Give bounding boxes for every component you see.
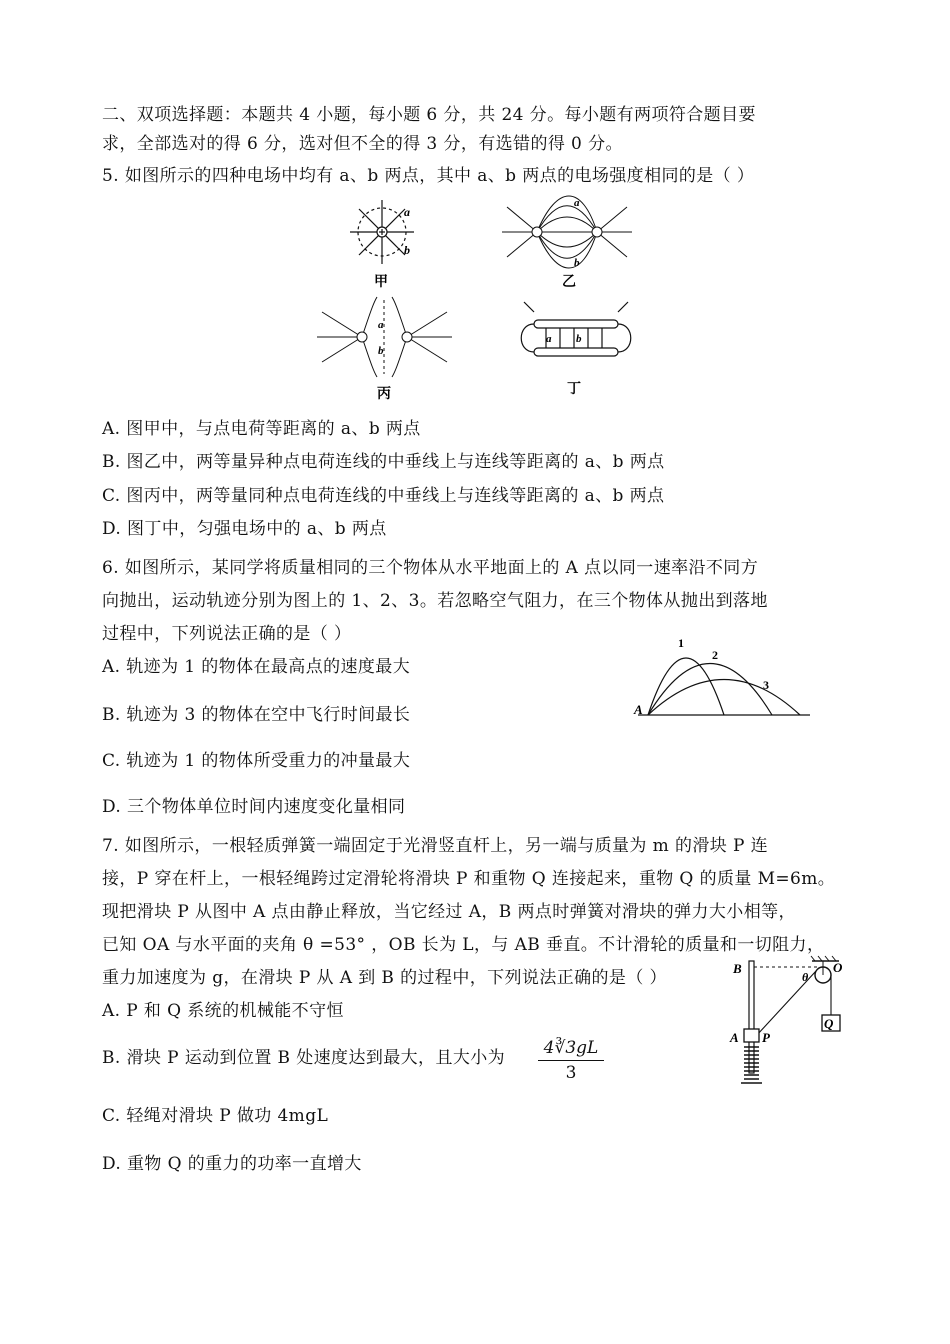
q6-label-3: 3 (763, 678, 769, 692)
fraction-denominator: 3 (565, 1063, 577, 1083)
q5-label-a3: a (378, 319, 384, 331)
q6-label-1: 1 (678, 636, 684, 650)
q7-option-a: A. P 和 Q 系统的机械能不守恒 (102, 1001, 344, 1021)
q6-stem-line3: 过程中，下列说法正确的是（ ） (102, 624, 352, 644)
q7-option-b-fraction (538, 1038, 604, 1083)
q6-trajectory-figure (628, 634, 818, 726)
q6-stem-line2: 向抛出，运动轨迹分别为图上的 1、2、3。若忽略空气阻力，在三个物体从抛出到落地 (102, 591, 768, 611)
figure-ding-label: 丁 (567, 382, 581, 397)
figure-jia-label: 甲 (374, 275, 388, 290)
q5-label-b3: b (378, 345, 384, 357)
q7-label-P: P (762, 1030, 770, 1045)
q7-option-c: C. 轻绳对滑块 P 做功 4mgL (102, 1106, 329, 1126)
q5-option-a: A. 图甲中，与点电荷等距离的 a、b 两点 (102, 419, 421, 439)
q5-field-figures (312, 192, 642, 402)
q7-pulley-figure (727, 955, 852, 1091)
q6-option-b: B. 轨迹为 3 的物体在空中飞行时间最长 (102, 705, 411, 725)
section-title-line1: 二、双项选择题：本题共 4 小题，每小题 6 分，共 24 分。每小题有两项符合题目要 (102, 105, 756, 125)
q7-label-Q: Q (824, 1016, 834, 1031)
section-title-line2: 求，全部选对的得 6 分，选对但不全的得 3 分，有选错的得 0 分。 (102, 134, 623, 154)
q5-option-b: B. 图乙中，两等量异种点电荷连线的中垂线上与连线等距离的 a、b 两点 (102, 452, 665, 472)
q7-label-O: O (833, 960, 843, 975)
fraction-numerator: 4∛3gL (538, 1038, 604, 1061)
figure-yi (502, 196, 632, 268)
q7-option-d: D. 重物 Q 的重力的功率一直增大 (102, 1154, 362, 1174)
q6-option-d: D. 三个物体单位时间内速度变化量相同 (102, 797, 406, 817)
q7-label-B: B (733, 961, 742, 976)
q5-label-b2: b (574, 257, 580, 269)
q6-stem-line1: 6. 如图所示，某同学将质量相同的三个物体从水平地面上的 A 点以同一速率沿不同方 (102, 558, 759, 578)
q5-option-d: D. 图丁中，匀强电场中的 a、b 两点 (102, 519, 387, 539)
q6-label-2: 2 (712, 648, 718, 662)
q5-stem: 5. 如图所示的四种电场中均有 a、b 两点，其中 a、b 两点的电场强度相同的是（ ） (102, 166, 755, 186)
q7-stem-line4: 已知 OA 与水平面的夹角 θ =53° ，OB 长为 L，与 AB 垂直。不计滑轮的质量和一切阻力， (102, 935, 825, 955)
q5-label-a1: a (404, 205, 410, 219)
figure-bing-label: 丙 (377, 387, 391, 402)
q5-option-c: C. 图丙中，两等量同种点电荷连线的中垂线上与连线等距离的 a、b 两点 (102, 486, 665, 506)
q7-stem-line3: 现把滑块 P 从图中 A 点由静止释放，当它经过 A，B 两点时弹簧对滑块的弹力大小相等， (102, 902, 796, 922)
q6-label-A: A (634, 702, 643, 717)
figure-bing (317, 297, 452, 377)
figure-yi-label: 乙 (562, 275, 576, 290)
q7-label-A: A (730, 1030, 739, 1045)
q5-label-b1: b (404, 243, 410, 257)
q7-stem-line2: 接，P 穿在杆上，一根轻绳跨过定滑轮将滑块 P 和重物 Q 连接起来，重物 Q 的质量 M=6m。 (102, 869, 836, 889)
q5-label-b4: b (576, 333, 582, 345)
q6-option-c: C. 轨迹为 1 的物体所受重力的冲量最大 (102, 751, 411, 771)
q7-label-theta: θ (802, 970, 809, 984)
figure-ding (521, 302, 631, 356)
q7-stem-line5: 重力加速度为 g，在滑块 P 从 A 到 B 的过程中，下列说法正确的是（ ） (102, 968, 667, 988)
q5-label-a2: a (574, 197, 580, 209)
q6-option-a: A. 轨迹为 1 的物体在最高点的速度最大 (102, 657, 411, 677)
q7-stem-line1: 7. 如图所示，一根轻质弹簧一端固定于光滑竖直杆上，另一端与质量为 m 的滑块 P 连 (102, 836, 768, 856)
q5-label-a4: a (546, 333, 552, 345)
q7-option-b: B. 滑块 P 运动到位置 B 处速度达到最大，且大小为 (102, 1048, 506, 1068)
